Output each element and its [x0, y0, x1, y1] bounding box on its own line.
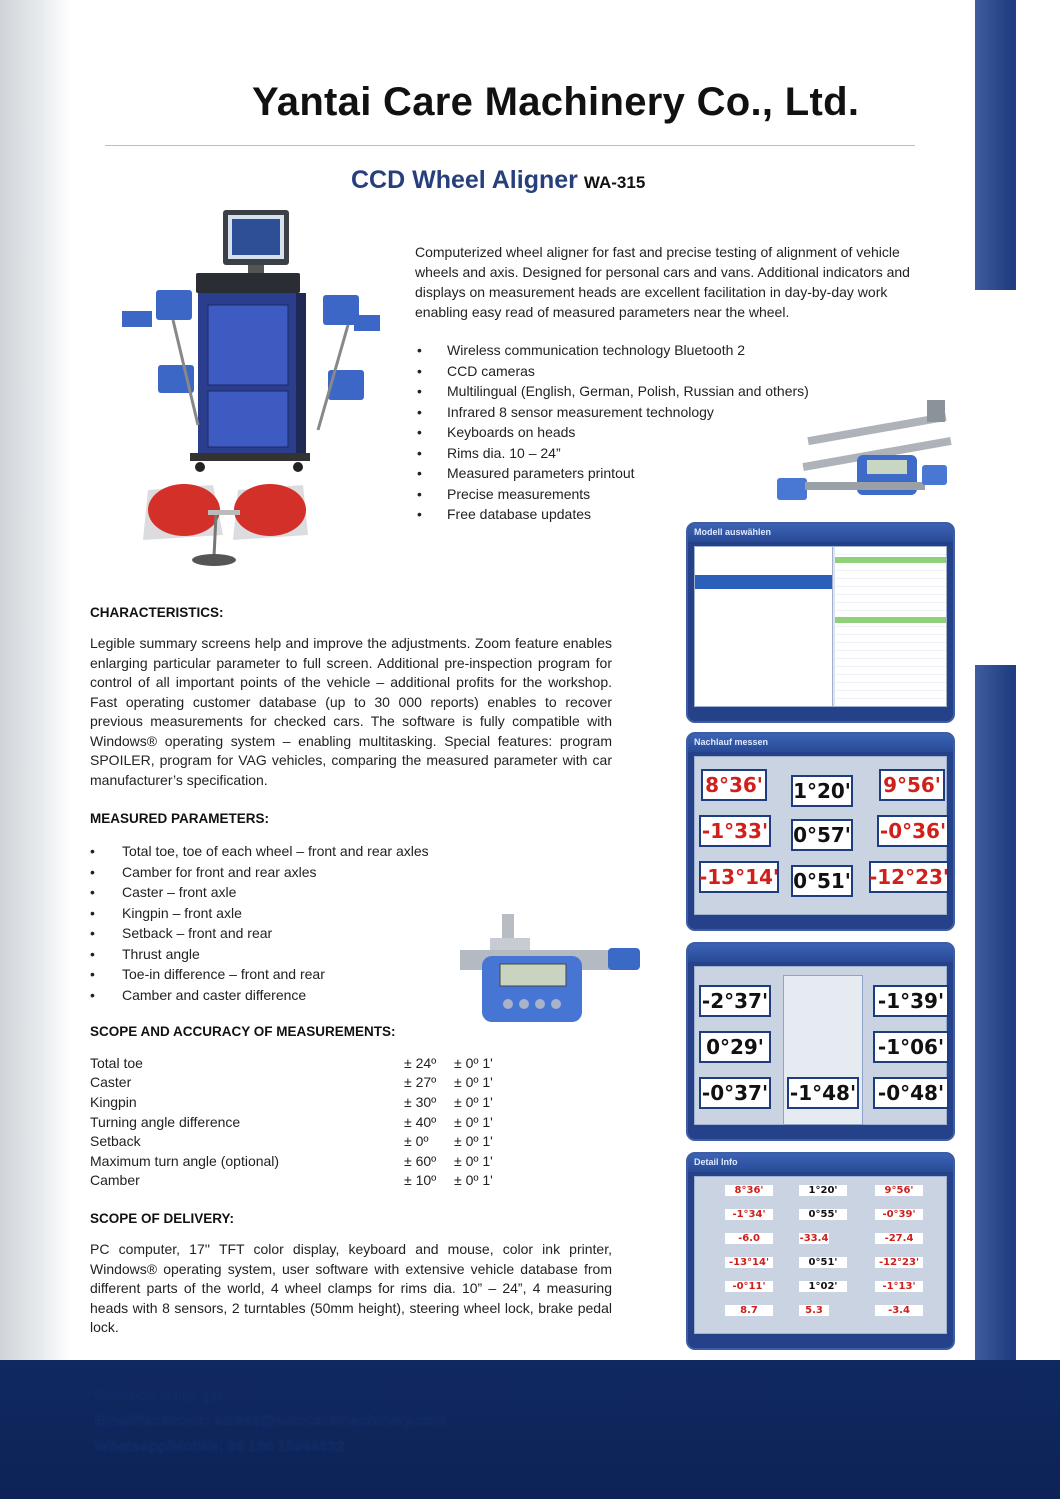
- accuracy-table: [90, 1053, 493, 1190]
- product-model: WA-315: [583, 173, 646, 192]
- screen-title: Detail Info: [688, 1154, 953, 1172]
- detail-value: -13°14': [725, 1257, 773, 1268]
- detail-value: 0°51': [799, 1257, 847, 1268]
- product-name: CCD Wheel Aligner: [351, 166, 578, 194]
- readout: -0°48': [873, 1077, 949, 1109]
- readout: -13°14': [699, 861, 779, 893]
- model-select-screen: [686, 522, 955, 723]
- characteristics-text: Legible summary screens help and improve the adjustments. Zoom feature enables enlarging particular parameter to full screen. Additional pre-inspection program for control of all important points of the vehicle – additional profits for the workshop. Fast operating customer database (up to 30 000 reports) enables to recover previous measurements for checked cars. The software is fully compatible with Windows® operating system – enabling multitasking. Special features: program SPOILER, program for VAG vehicles, comparing the measured parameter with car manufacturer’s specification.: [90, 635, 612, 788]
- measured-item: • Camber for front and rear axles: [90, 862, 429, 883]
- readout: 8°36': [701, 769, 767, 801]
- wheel-clamp-image: [777, 400, 952, 510]
- side-label: Wheel Aligners: [989, 325, 1020, 520]
- detail-value: -12°23': [875, 1257, 923, 1268]
- detail-value: 9°56': [875, 1185, 923, 1196]
- readout: 0°29': [699, 1031, 771, 1063]
- feature-item: • Free database updates: [415, 504, 809, 525]
- readout: 0°51': [791, 865, 853, 897]
- feature-item: • Rims dia. 10 – 24”: [415, 443, 809, 464]
- detail-value: -0°39': [875, 1209, 923, 1220]
- measured-list: [90, 841, 429, 1005]
- table-row: Kingpin ± 30º ± 0º 1': [90, 1093, 493, 1110]
- measured-item: • Thrust angle: [90, 944, 429, 965]
- measured-item: • Toe-in difference – front and rear: [90, 964, 429, 985]
- delivery-text: PC computer, 17'' TFT color display, keyboard and mouse, color ink printer, Windows® operating system, user software with extensive vehicle database from different parts of the world, 4 wheel clamps for rims dia. 10” – 24”, 4 measuring heads with 8 sensors, 2 turntables (50mm height), steering wheel lock, brake pedal lock.: [90, 1241, 612, 1335]
- screen-title: Modell auswählen: [688, 524, 953, 542]
- readout: 0°57': [791, 819, 853, 851]
- measuring-head-image: [460, 912, 642, 1024]
- measured-item: • Kingpin – front axle: [90, 903, 429, 924]
- toe-screen: [686, 942, 955, 1141]
- footer-email: Email/facebook: sales5@autocaremachinery.com: [95, 1412, 447, 1429]
- readout: -1°48': [787, 1077, 859, 1109]
- readout: -1°06': [873, 1031, 949, 1063]
- detail-value: -1°13': [875, 1281, 923, 1292]
- table-row: Setback ± 0º ± 0º 1': [90, 1133, 493, 1150]
- readout: -1°39': [873, 985, 949, 1017]
- title-divider: [105, 145, 915, 146]
- left-gradient: [0, 0, 70, 1360]
- table-row: Total toe ± 24º ± 0º 1': [90, 1054, 493, 1071]
- measured-item: • Total toe, toe of each wheel – front and rear axles: [90, 841, 429, 862]
- footer-contact: Contact: Gaby gai: [95, 1387, 224, 1404]
- measured-heading: MEASURED PARAMETERS:: [90, 811, 270, 826]
- readout: -0°36': [877, 815, 949, 847]
- detail-value: -27.4: [875, 1233, 923, 1244]
- readout: -12°23': [869, 861, 949, 893]
- footer: [0, 1360, 1060, 1499]
- characteristics-heading: CHARACTERISTICS:: [90, 605, 224, 620]
- detail-value: -3.4: [875, 1305, 923, 1316]
- detail-value: 5.3: [799, 1305, 829, 1316]
- detail-value: -33.4: [799, 1233, 829, 1244]
- accuracy-heading: SCOPE AND ACCURACY OF MEASUREMENTS:: [90, 1024, 396, 1039]
- intro-paragraph: Computerized wheel aligner for fast and precise testing of alignment of vehicle wheels and axis. Designed for personal cars and vans. Additional indicators and displays on measurement heads are excellent facilitation in day-by-day work enabling easy read of measured parameters near the wheel.: [415, 244, 910, 320]
- aligner-machine-image: [118, 205, 408, 570]
- measured-item: • Setback – front and rear: [90, 923, 429, 944]
- feature-item: • Infrared 8 sensor measurement technology: [415, 402, 809, 423]
- feature-list: [415, 340, 809, 525]
- feature-item: • Measured parameters printout: [415, 463, 809, 484]
- table-row: Turning angle difference ± 40º ± 0º 1': [90, 1113, 493, 1130]
- feature-item: • Keyboards on heads: [415, 422, 809, 443]
- table-row: Maximum turn angle (optional) ± 60º ± 0º 1': [90, 1152, 493, 1169]
- product-title: [351, 166, 645, 195]
- delivery-heading: SCOPE OF DELIVERY:: [90, 1211, 235, 1226]
- detail-info-screen: [686, 1152, 955, 1350]
- detail-value: -6.0: [725, 1233, 773, 1244]
- feature-item: • Precise measurements: [415, 484, 809, 505]
- detail-value: 0°55': [799, 1209, 847, 1220]
- side-edge: [1016, 0, 1060, 1360]
- feature-item: • CCD cameras: [415, 361, 809, 382]
- caster-screen: [686, 732, 955, 931]
- detail-value: 1°20': [799, 1185, 847, 1196]
- detail-value: -0°11': [725, 1281, 773, 1292]
- readout: 9°56': [879, 769, 945, 801]
- feature-item: • Multilingual (English, German, Polish, Russian and others): [415, 381, 809, 402]
- table-row: Camber ± 10º ± 0º 1': [90, 1172, 493, 1189]
- readout: -2°37': [699, 985, 771, 1017]
- feature-item: • Wireless communication technology Bluetooth 2: [415, 340, 809, 361]
- measured-item: • Camber and caster difference: [90, 985, 429, 1006]
- screen-title: Nachlauf messen: [688, 734, 953, 752]
- detail-value: -1°34': [725, 1209, 773, 1220]
- detail-value: 8°36': [725, 1185, 773, 1196]
- readout: -0°37': [699, 1077, 771, 1109]
- company-title: Yantai Care Machinery Co., Ltd.: [252, 80, 860, 124]
- detail-value: 1°02': [799, 1281, 847, 1292]
- footer-phone: Whatsapp/Mobile: 86 186 15966632: [95, 1438, 345, 1455]
- readout: -1°33': [699, 815, 771, 847]
- detail-value: 8.7: [725, 1305, 773, 1316]
- table-row: Caster ± 27º ± 0º 1': [90, 1074, 493, 1091]
- readout: 1°20': [791, 775, 853, 807]
- measured-item: • Caster – front axle: [90, 882, 429, 903]
